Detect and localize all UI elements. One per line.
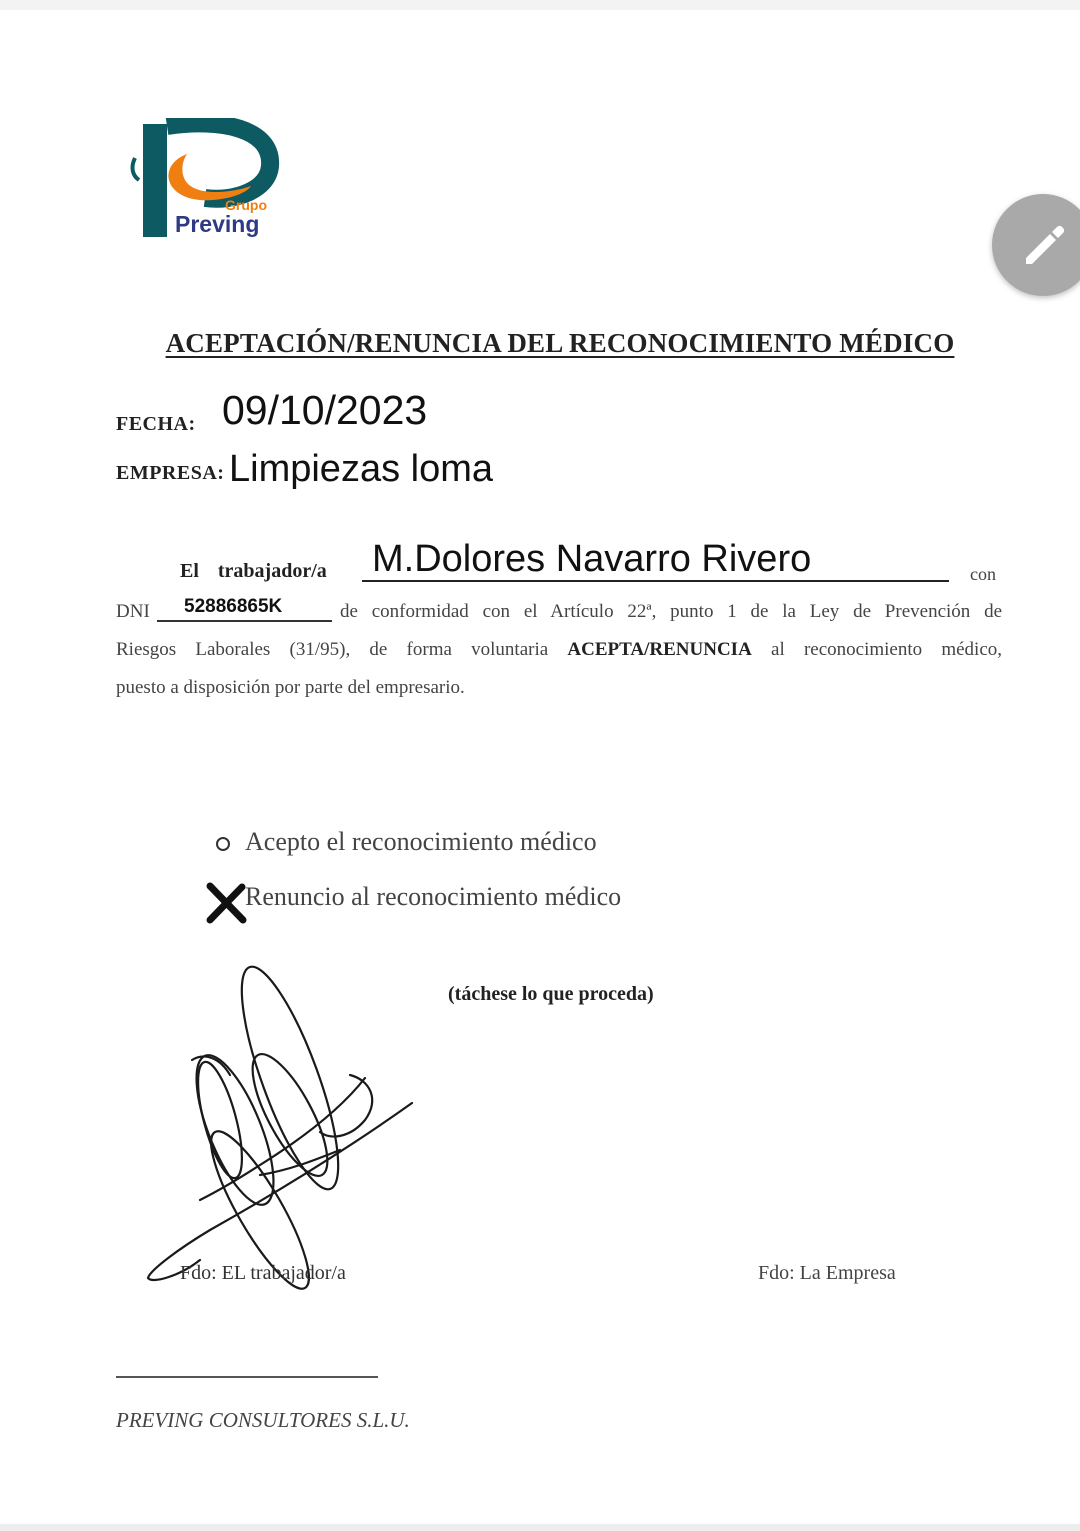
dni-underline	[157, 620, 332, 622]
fecha-label: FECHA:	[116, 413, 196, 435]
logo-swoosh-tail	[132, 158, 139, 180]
footer-divider	[116, 1376, 378, 1378]
document-title: ACEPTACIÓN/RENUNCIA DEL RECONOCIMIENTO MÉDICO	[165, 328, 955, 358]
acepta-renuncia-text: ACEPTA/RENUNCIA	[567, 639, 752, 660]
paragraph-line-2-c: al reconocimiento médico,	[771, 639, 1003, 660]
logo-grupo: Grupo	[225, 197, 267, 213]
paragraph-line-2	[116, 639, 1002, 661]
dni-value: 52886865K	[184, 596, 283, 617]
fdo-empresa: Fdo: La Empresa	[758, 1262, 896, 1284]
preving-logo	[125, 118, 295, 243]
empresa-value: Limpiezas loma	[229, 448, 493, 490]
pencil-icon	[1018, 220, 1068, 270]
paragraph-line-2-a: Riesgos Laborales (31/95), de forma voluntaria	[116, 639, 549, 660]
footer-company: PREVING CONSULTORES S.L.U.	[116, 1408, 410, 1432]
paragraph-line-1: de conformidad con el Artículo 22ª, punto 1 de la Ley de Prevención de	[340, 601, 1002, 622]
worker-signature	[140, 960, 430, 1305]
top-status-strip	[0, 0, 1080, 10]
tachese-instruction: (táchese lo que proceda)	[448, 983, 654, 1005]
worker-label: El trabajador/a	[180, 560, 327, 582]
reject-option-label: Renuncio al reconocimiento médico	[245, 882, 622, 911]
logo-bar	[143, 124, 167, 237]
edit-fab-button[interactable]	[992, 194, 1080, 296]
paragraph-line-3: puesto a disposición por parte del empresario.	[116, 677, 465, 698]
accept-option-label: Acepto el reconocimiento médico	[245, 827, 597, 856]
accept-option-circle-icon	[216, 837, 230, 851]
bottom-strip	[0, 1524, 1080, 1531]
logo-swoosh	[168, 154, 251, 200]
worker-name-underline	[362, 580, 949, 582]
cross-mark-icon	[205, 882, 247, 924]
logo-preving: Preving	[175, 211, 260, 237]
fdo-trabajador: Fdo: EL trabajador/a	[180, 1262, 346, 1284]
empresa-label: EMPRESA:	[116, 462, 225, 484]
dni-label: DNI	[116, 601, 150, 622]
fecha-value: 09/10/2023	[222, 387, 428, 433]
con-text: con	[970, 564, 996, 584]
worker-name: M.Dolores Navarro Rivero	[372, 538, 812, 580]
